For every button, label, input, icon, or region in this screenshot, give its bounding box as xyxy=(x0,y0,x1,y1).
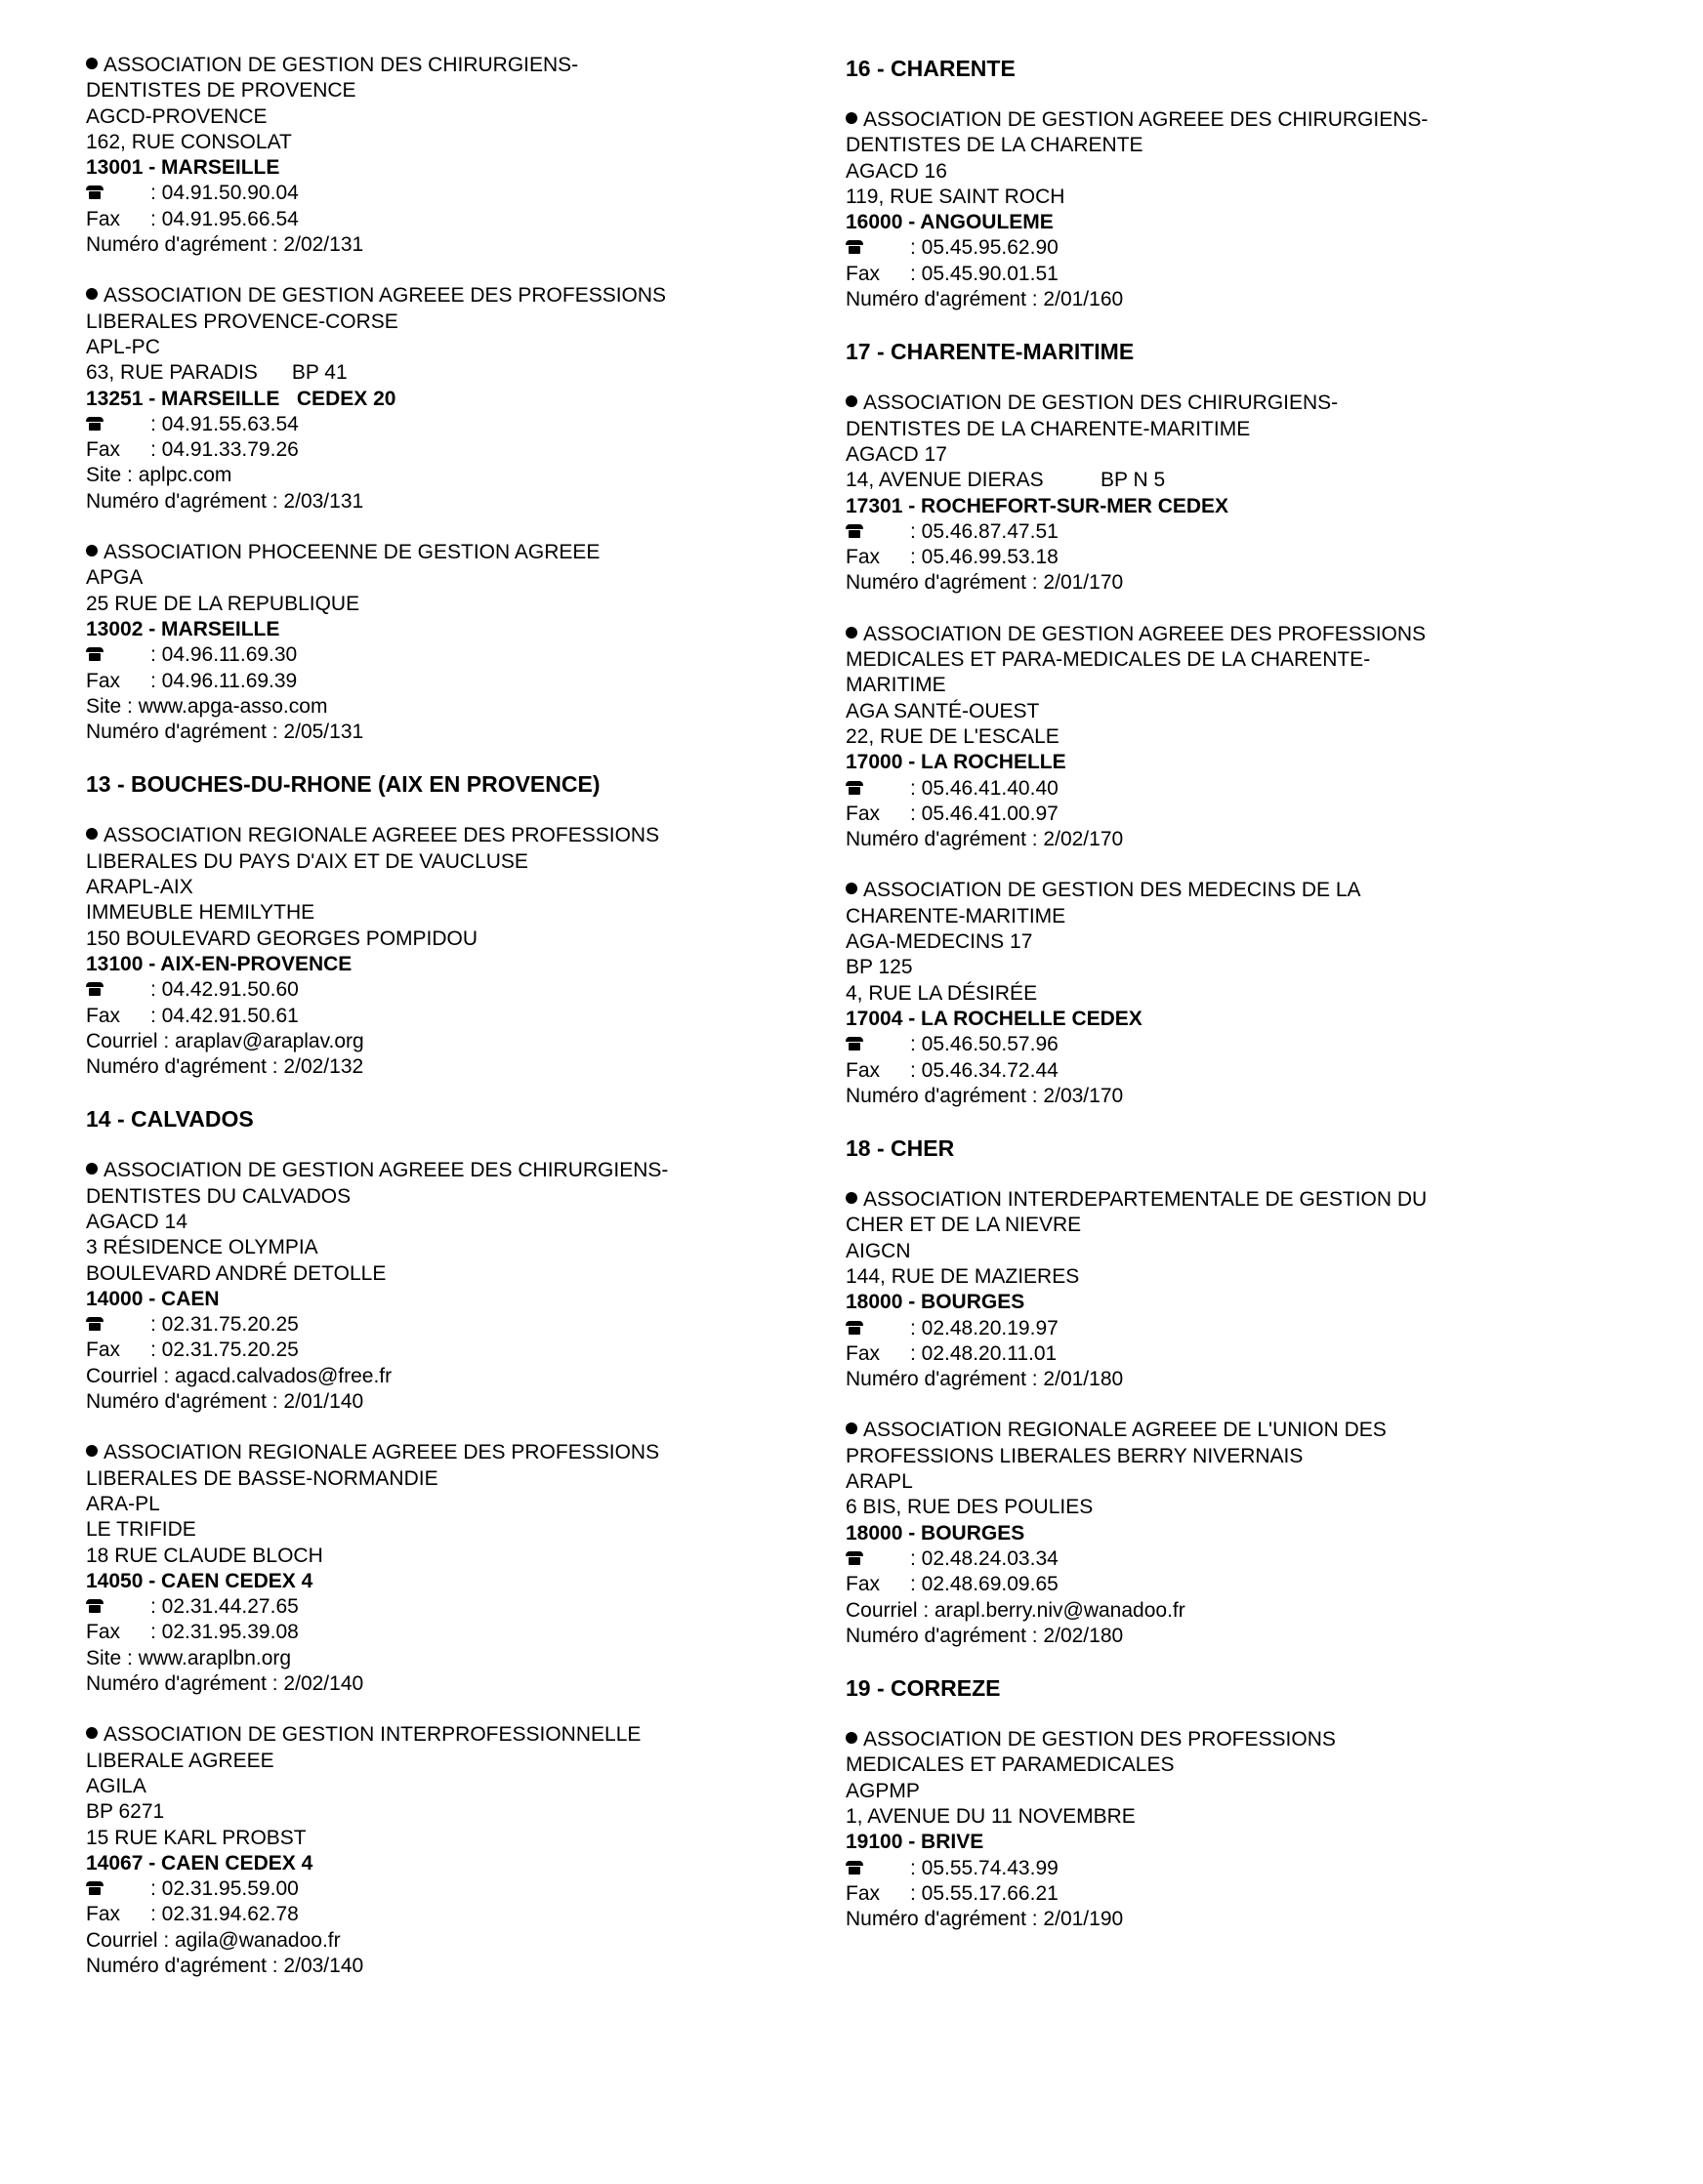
address-line: 150 BOULEVARD GEORGES POMPIDOU xyxy=(86,927,478,950)
phone-number: : 02.31.95.59.00 xyxy=(150,1877,299,1901)
telephone-icon xyxy=(846,1321,863,1336)
right-column xyxy=(846,53,1627,1958)
telephone-icon xyxy=(86,417,104,432)
address-line: BP 125 xyxy=(846,956,913,979)
directory-entry xyxy=(846,1187,1627,1392)
city-postcode: 18000 - BOURGES xyxy=(846,1521,1025,1545)
address-line: 119, RUE SAINT ROCH xyxy=(846,185,1065,208)
fax-number: : 05.46.41.00.97 xyxy=(910,802,1059,825)
bullet-icon xyxy=(86,828,98,840)
fax-line xyxy=(86,1004,828,1029)
telephone-icon xyxy=(86,185,104,200)
acronym: AGPMP xyxy=(846,1779,920,1802)
telephone-icon xyxy=(846,240,863,255)
directory-entry xyxy=(86,1440,828,1697)
address-line: 22, RUE DE L'ESCALE xyxy=(846,724,1059,748)
section-title: 18 - CHER xyxy=(846,1135,955,1162)
association-name: DENTISTES DE LA CHARENTE xyxy=(846,134,1143,157)
association-name: MEDICALES ET PARA-MEDICALES DE LA CHARENTE- xyxy=(846,648,1371,672)
bullet-icon xyxy=(86,288,98,300)
fax-line xyxy=(86,437,828,463)
phone-number: : 04.91.55.63.54 xyxy=(150,412,299,435)
phone-line xyxy=(846,519,1627,545)
association-name: ASSOCIATION DE GESTION DES CHIRURGIENS- xyxy=(104,54,579,76)
acronym: APL-PC xyxy=(86,335,160,358)
address-line: 162, RUE CONSOLAT xyxy=(86,130,292,153)
city-postcode: 17000 - LA ROCHELLE xyxy=(846,751,1066,774)
phone-line xyxy=(86,642,828,668)
fax-line xyxy=(846,802,1627,827)
acronym: AGA SANTÉ-OUEST xyxy=(846,699,1040,722)
fax-number: : 02.31.75.20.25 xyxy=(150,1339,299,1362)
association-name: ASSOCIATION DE GESTION AGREEE DES CHIRURGIENS- xyxy=(104,1159,669,1182)
phone-label xyxy=(846,1856,910,1881)
telephone-icon xyxy=(86,1881,104,1896)
association-name-line xyxy=(846,622,1627,647)
association-name-line xyxy=(846,673,1627,698)
fax-line xyxy=(846,1881,1627,1907)
association-name-line xyxy=(86,1184,828,1210)
fax-line xyxy=(86,1338,828,1363)
city-postcode: 18000 - BOURGES xyxy=(846,1291,1025,1314)
association-name-line xyxy=(846,133,1627,158)
directory-entry xyxy=(86,53,828,258)
phone-number: : 04.96.11.69.30 xyxy=(150,643,298,667)
agrement-number: Numéro d'agrément : 2/01/180 xyxy=(846,1368,1124,1391)
directory-entry xyxy=(846,391,1627,596)
address-line: 3 RÉSIDENCE OLYMPIA xyxy=(86,1236,318,1259)
telephone-icon xyxy=(846,1037,863,1051)
fax-number: : 05.45.90.01.51 xyxy=(910,262,1059,285)
phone-line xyxy=(86,412,828,437)
association-name-line xyxy=(846,1444,1627,1469)
acronym: AGACD 14 xyxy=(86,1210,187,1233)
city-postcode: 13001 - MARSEILLE xyxy=(86,156,280,180)
telephone-icon xyxy=(86,1599,104,1614)
fax-label: Fax xyxy=(86,1004,121,1027)
directory-entry xyxy=(846,107,1627,312)
association-name-line xyxy=(86,849,828,875)
bullet-icon xyxy=(846,1732,857,1744)
association-name-line xyxy=(846,1418,1627,1443)
association-name-line xyxy=(846,417,1627,442)
phone-label xyxy=(86,412,150,437)
bullet-icon xyxy=(846,1192,857,1204)
address-line: 4, RUE LA DÉSIRÉE xyxy=(846,981,1038,1005)
bullet-icon xyxy=(86,1163,98,1174)
directory-entry xyxy=(86,823,828,1080)
association-name: LIBERALES PROVENCE-CORSE xyxy=(86,309,398,333)
association-name: ASSOCIATION DE GESTION AGREEE DES PROFESSIONS xyxy=(863,622,1427,645)
association-name-line xyxy=(86,78,828,103)
bullet-icon xyxy=(86,58,98,69)
fax-label: Fax xyxy=(846,1341,881,1365)
agrement-number: Numéro d'agrément : 2/02/180 xyxy=(846,1624,1124,1647)
bullet-icon xyxy=(86,545,98,556)
fax-number: : 04.91.95.66.54 xyxy=(150,207,299,230)
association-name-line xyxy=(846,1187,1627,1213)
address-line: 15 RUE KARL PROBST xyxy=(86,1826,307,1849)
directory-entry xyxy=(86,283,828,515)
city-postcode: 13251 - MARSEILLE CEDEX 20 xyxy=(86,387,396,410)
phone-number: : 02.48.24.03.34 xyxy=(910,1546,1059,1570)
fax-label: Fax xyxy=(846,1058,881,1082)
phone-number: : 04.91.50.90.04 xyxy=(150,182,299,205)
association-name: ASSOCIATION DE GESTION DES CHIRURGIENS- xyxy=(863,391,1339,415)
association-name-line xyxy=(846,391,1627,416)
fax-line xyxy=(846,1058,1627,1084)
acronym: AIGCN xyxy=(846,1239,911,1262)
contact-info: Site : aplpc.com xyxy=(86,464,232,487)
fax-number: : 05.55.17.66.21 xyxy=(910,1881,1059,1905)
telephone-icon xyxy=(86,647,104,662)
address-line: IMMEUBLE HEMILYTHE xyxy=(86,901,315,925)
fax-line xyxy=(846,545,1627,570)
acronym: AGILA xyxy=(86,1774,146,1797)
acronym: AGA-MEDECINS 17 xyxy=(846,930,1033,954)
phone-line xyxy=(846,1316,1627,1341)
telephone-icon xyxy=(846,524,863,539)
fax-line xyxy=(86,207,828,232)
association-name: DENTISTES DE LA CHARENTE-MARITIME xyxy=(846,417,1251,440)
association-name-line xyxy=(846,904,1627,929)
association-name-line xyxy=(86,823,828,848)
agrement-number: Numéro d'agrément : 2/03/170 xyxy=(846,1084,1124,1107)
phone-line xyxy=(846,1856,1627,1881)
fax-label: Fax xyxy=(86,438,121,462)
phone-line xyxy=(846,1032,1627,1057)
fax-label: Fax xyxy=(846,546,881,569)
phone-line xyxy=(846,235,1627,261)
address-line: 6 BIS, RUE DES POULIES xyxy=(846,1496,1094,1519)
city-postcode: 14000 - CAEN xyxy=(86,1287,220,1310)
phone-label xyxy=(846,776,910,802)
fax-line xyxy=(86,1902,828,1927)
association-name-line xyxy=(86,1466,828,1492)
section-title: 14 - CALVADOS xyxy=(86,1106,254,1133)
directory-entry xyxy=(846,1418,1627,1649)
agrement-number: Numéro d'agrément : 2/01/190 xyxy=(846,1908,1124,1931)
fax-number: : 04.96.11.69.39 xyxy=(150,669,298,692)
agrement-number: Numéro d'agrément : 2/05/131 xyxy=(86,721,364,744)
acronym: AGACD 17 xyxy=(846,442,947,466)
association-name: ASSOCIATION DE GESTION INTERPROFESSIONNELLE xyxy=(104,1723,642,1747)
association-name: CHER ET DE LA NIEVRE xyxy=(846,1214,1082,1237)
association-name-line xyxy=(86,1749,828,1774)
association-name-line xyxy=(86,283,828,309)
directory-entry xyxy=(846,1727,1627,1932)
section-title: 13 - BOUCHES-DU-RHONE (AIX EN PROVENCE) xyxy=(86,771,601,798)
fax-number: : 02.48.20.11.01 xyxy=(910,1341,1058,1365)
bullet-icon xyxy=(86,1445,98,1457)
left-column xyxy=(86,53,828,2004)
association-name-line xyxy=(86,540,828,565)
fax-label: Fax xyxy=(86,207,121,230)
phone-number: : 02.31.44.27.65 xyxy=(150,1595,299,1619)
contact-info: Courriel : arapl.berry.niv@wanadoo.fr xyxy=(846,1598,1185,1622)
phone-line xyxy=(86,181,828,206)
agrement-number: Numéro d'agrément : 2/03/131 xyxy=(86,489,364,513)
association-name: ASSOCIATION DE GESTION AGREEE DES CHIRURGIENS- xyxy=(863,108,1429,131)
phone-label xyxy=(846,1316,910,1341)
association-name-line xyxy=(846,1752,1627,1778)
association-name-line xyxy=(846,1727,1627,1752)
city-postcode: 13002 - MARSEILLE xyxy=(86,617,280,640)
fax-number: : 04.91.33.79.26 xyxy=(150,438,299,462)
association-name: MEDICALES ET PARAMEDICALES xyxy=(846,1753,1175,1777)
phone-number: : 04.42.91.50.60 xyxy=(150,978,299,1002)
city-postcode: 14067 - CAEN CEDEX 4 xyxy=(86,1851,313,1875)
address-line: 63, RUE PARADIS BP 41 xyxy=(86,361,348,385)
phone-number: : 02.48.20.19.97 xyxy=(910,1316,1059,1339)
fax-number: : 04.42.91.50.61 xyxy=(150,1004,299,1027)
acronym: ARA-PL xyxy=(86,1492,160,1515)
fax-number: : 05.46.99.53.18 xyxy=(910,546,1059,569)
address-line: LE TRIFIDE xyxy=(86,1518,196,1542)
association-name-line xyxy=(86,309,828,335)
agrement-number: Numéro d'agrément : 2/01/170 xyxy=(846,571,1124,595)
association-name: ASSOCIATION PHOCEENNE DE GESTION AGREEE xyxy=(104,541,601,564)
acronym: AGACD 16 xyxy=(846,159,947,183)
fax-label: Fax xyxy=(86,1339,121,1362)
association-name: LIBERALES DE BASSE-NORMANDIE xyxy=(86,1466,438,1490)
city-postcode: 13100 - AIX-EN-PROVENCE xyxy=(86,952,353,975)
telephone-icon xyxy=(86,982,104,997)
fax-label: Fax xyxy=(846,1881,881,1905)
telephone-icon xyxy=(846,1551,863,1566)
association-name: ASSOCIATION REGIONALE AGREEE DES PROFESSIONS xyxy=(104,824,660,847)
agrement-number: Numéro d'agrément : 2/02/140 xyxy=(86,1672,364,1696)
address-line: 14, AVENUE DIERAS BP N 5 xyxy=(846,469,1166,492)
directory-entry xyxy=(86,1158,828,1415)
bullet-icon xyxy=(846,883,857,894)
agrement-number: Numéro d'agrément : 2/02/131 xyxy=(86,233,364,257)
city-postcode: 14050 - CAEN CEDEX 4 xyxy=(86,1569,313,1592)
phone-number: : 05.46.50.57.96 xyxy=(910,1033,1059,1056)
association-name-line xyxy=(846,1213,1627,1238)
fax-line xyxy=(86,669,828,694)
agrement-number: Numéro d'agrément : 2/02/132 xyxy=(86,1055,364,1079)
association-name: ASSOCIATION DE GESTION AGREEE DES PROFESSIONS xyxy=(104,284,667,308)
fax-number: : 05.46.34.72.44 xyxy=(910,1058,1059,1082)
bullet-icon xyxy=(846,627,857,639)
fax-label: Fax xyxy=(846,1573,881,1596)
association-name: ASSOCIATION REGIONALE AGREEE DES PROFESSIONS xyxy=(104,1441,660,1464)
city-postcode: 16000 - ANGOULEME xyxy=(846,211,1054,234)
fax-line xyxy=(846,1341,1627,1367)
directory-entry xyxy=(846,622,1627,853)
association-name: LIBERALES DU PAYS D'AIX ET DE VAUCLUSE xyxy=(86,849,528,873)
association-name: MARITIME xyxy=(846,674,946,697)
phone-label xyxy=(846,1546,910,1572)
bullet-icon xyxy=(846,1422,857,1434)
association-name-line xyxy=(86,1440,828,1465)
agrement-number: Numéro d'agrément : 2/01/140 xyxy=(86,1390,364,1414)
acronym: ARAPL-AIX xyxy=(86,876,193,899)
phone-number: : 05.46.87.47.51 xyxy=(910,519,1059,543)
fax-label: Fax xyxy=(846,262,881,285)
association-name-line xyxy=(846,647,1627,673)
association-name-line xyxy=(846,878,1627,903)
address-line: BOULEVARD ANDRÉ DETOLLE xyxy=(86,1261,387,1285)
bullet-icon xyxy=(846,395,857,407)
fax-number: : 02.48.69.09.65 xyxy=(910,1573,1059,1596)
phone-label xyxy=(86,642,150,668)
bullet-icon xyxy=(846,112,857,124)
phone-label xyxy=(86,1312,150,1338)
phone-line xyxy=(846,1546,1627,1572)
association-name: LIBERALE AGREEE xyxy=(86,1749,274,1772)
phone-label xyxy=(86,1594,150,1620)
contact-info: Courriel : araplav@araplav.org xyxy=(86,1029,364,1052)
phone-number: : 02.31.75.20.25 xyxy=(150,1313,299,1337)
telephone-icon xyxy=(86,1317,104,1332)
association-name: DENTISTES DU CALVADOS xyxy=(86,1184,352,1208)
association-name-line xyxy=(86,1722,828,1748)
fax-number: : 02.31.95.39.08 xyxy=(150,1621,299,1644)
section-title: 16 - CHARENTE xyxy=(846,56,1016,81)
fax-line xyxy=(846,262,1627,287)
phone-label xyxy=(846,1032,910,1057)
phone-line xyxy=(86,1594,828,1620)
fax-number: : 02.31.94.62.78 xyxy=(150,1903,299,1926)
association-name: CHARENTE-MARITIME xyxy=(846,904,1066,927)
city-postcode: 17301 - ROCHEFORT-SUR-MER CEDEX xyxy=(846,494,1229,517)
fax-line xyxy=(86,1620,828,1645)
phone-line xyxy=(846,776,1627,802)
agrement-number: Numéro d'agrément : 2/01/160 xyxy=(846,288,1124,311)
directory-entry xyxy=(846,878,1627,1109)
association-name-line xyxy=(846,107,1627,133)
phone-label xyxy=(86,181,150,206)
telephone-icon xyxy=(846,1861,863,1875)
association-name: ASSOCIATION REGIONALE AGREEE DE L'UNION DES xyxy=(863,1419,1387,1442)
city-postcode: 17004 - LA ROCHELLE CEDEX xyxy=(846,1007,1142,1030)
association-name: ASSOCIATION INTERDEPARTEMENTALE DE GESTION DU xyxy=(863,1188,1428,1212)
address-line: BP 6271 xyxy=(86,1800,165,1824)
phone-line xyxy=(86,1312,828,1338)
agrement-number: Numéro d'agrément : 2/02/170 xyxy=(846,828,1124,851)
association-name-line xyxy=(86,1158,828,1183)
directory-entry xyxy=(86,540,828,745)
association-name: ASSOCIATION DE GESTION DES PROFESSIONS xyxy=(863,1728,1336,1751)
association-name: DENTISTES DE PROVENCE xyxy=(86,79,356,103)
acronym: AGCD-PROVENCE xyxy=(86,104,268,128)
address-line: 144, RUE DE MAZIERES xyxy=(846,1264,1080,1288)
contact-info: Site : www.araplbn.org xyxy=(86,1646,292,1669)
fax-label: Fax xyxy=(86,1903,121,1926)
association-name: ASSOCIATION DE GESTION DES MEDECINS DE LA xyxy=(863,879,1361,902)
phone-number: : 05.46.41.40.40 xyxy=(910,776,1059,800)
bullet-icon xyxy=(86,1727,98,1739)
fax-label: Fax xyxy=(86,1621,121,1644)
fax-line xyxy=(846,1572,1627,1597)
address-line: 1, AVENUE DU 11 NOVEMBRE xyxy=(846,1805,1136,1829)
address-line: 25 RUE DE LA REPUBLIQUE xyxy=(86,592,360,615)
contact-info: Courriel : agacd.calvados@free.fr xyxy=(86,1364,393,1387)
telephone-icon xyxy=(846,781,863,796)
section-title: 17 - CHARENTE-MARITIME xyxy=(846,339,1135,365)
city-postcode: 19100 - BRIVE xyxy=(846,1831,984,1854)
phone-number: : 05.45.95.62.90 xyxy=(910,236,1059,260)
acronym: APGA xyxy=(86,566,144,590)
association-name: PROFESSIONS LIBERALES BERRY NIVERNAIS xyxy=(846,1444,1304,1467)
contact-info: Site : www.apga-asso.com xyxy=(86,694,328,718)
phone-label xyxy=(846,519,910,545)
phone-label xyxy=(846,235,910,261)
directory-entry xyxy=(86,1722,828,1979)
acronym: ARAPL xyxy=(846,1470,913,1494)
phone-line xyxy=(86,1876,828,1902)
contact-info: Courriel : agila@wanadoo.fr xyxy=(86,1928,341,1952)
fax-label: Fax xyxy=(846,802,881,825)
fax-label: Fax xyxy=(86,669,121,692)
phone-number: : 05.55.74.43.99 xyxy=(910,1856,1059,1879)
address-line: 18 RUE CLAUDE BLOCH xyxy=(86,1544,323,1567)
phone-line xyxy=(86,977,828,1003)
phone-label xyxy=(86,1876,150,1902)
section-title: 19 - CORREZE xyxy=(846,1675,1001,1702)
association-name-line xyxy=(86,53,828,78)
agrement-number: Numéro d'agrément : 2/03/140 xyxy=(86,1955,364,1977)
phone-label xyxy=(86,977,150,1003)
